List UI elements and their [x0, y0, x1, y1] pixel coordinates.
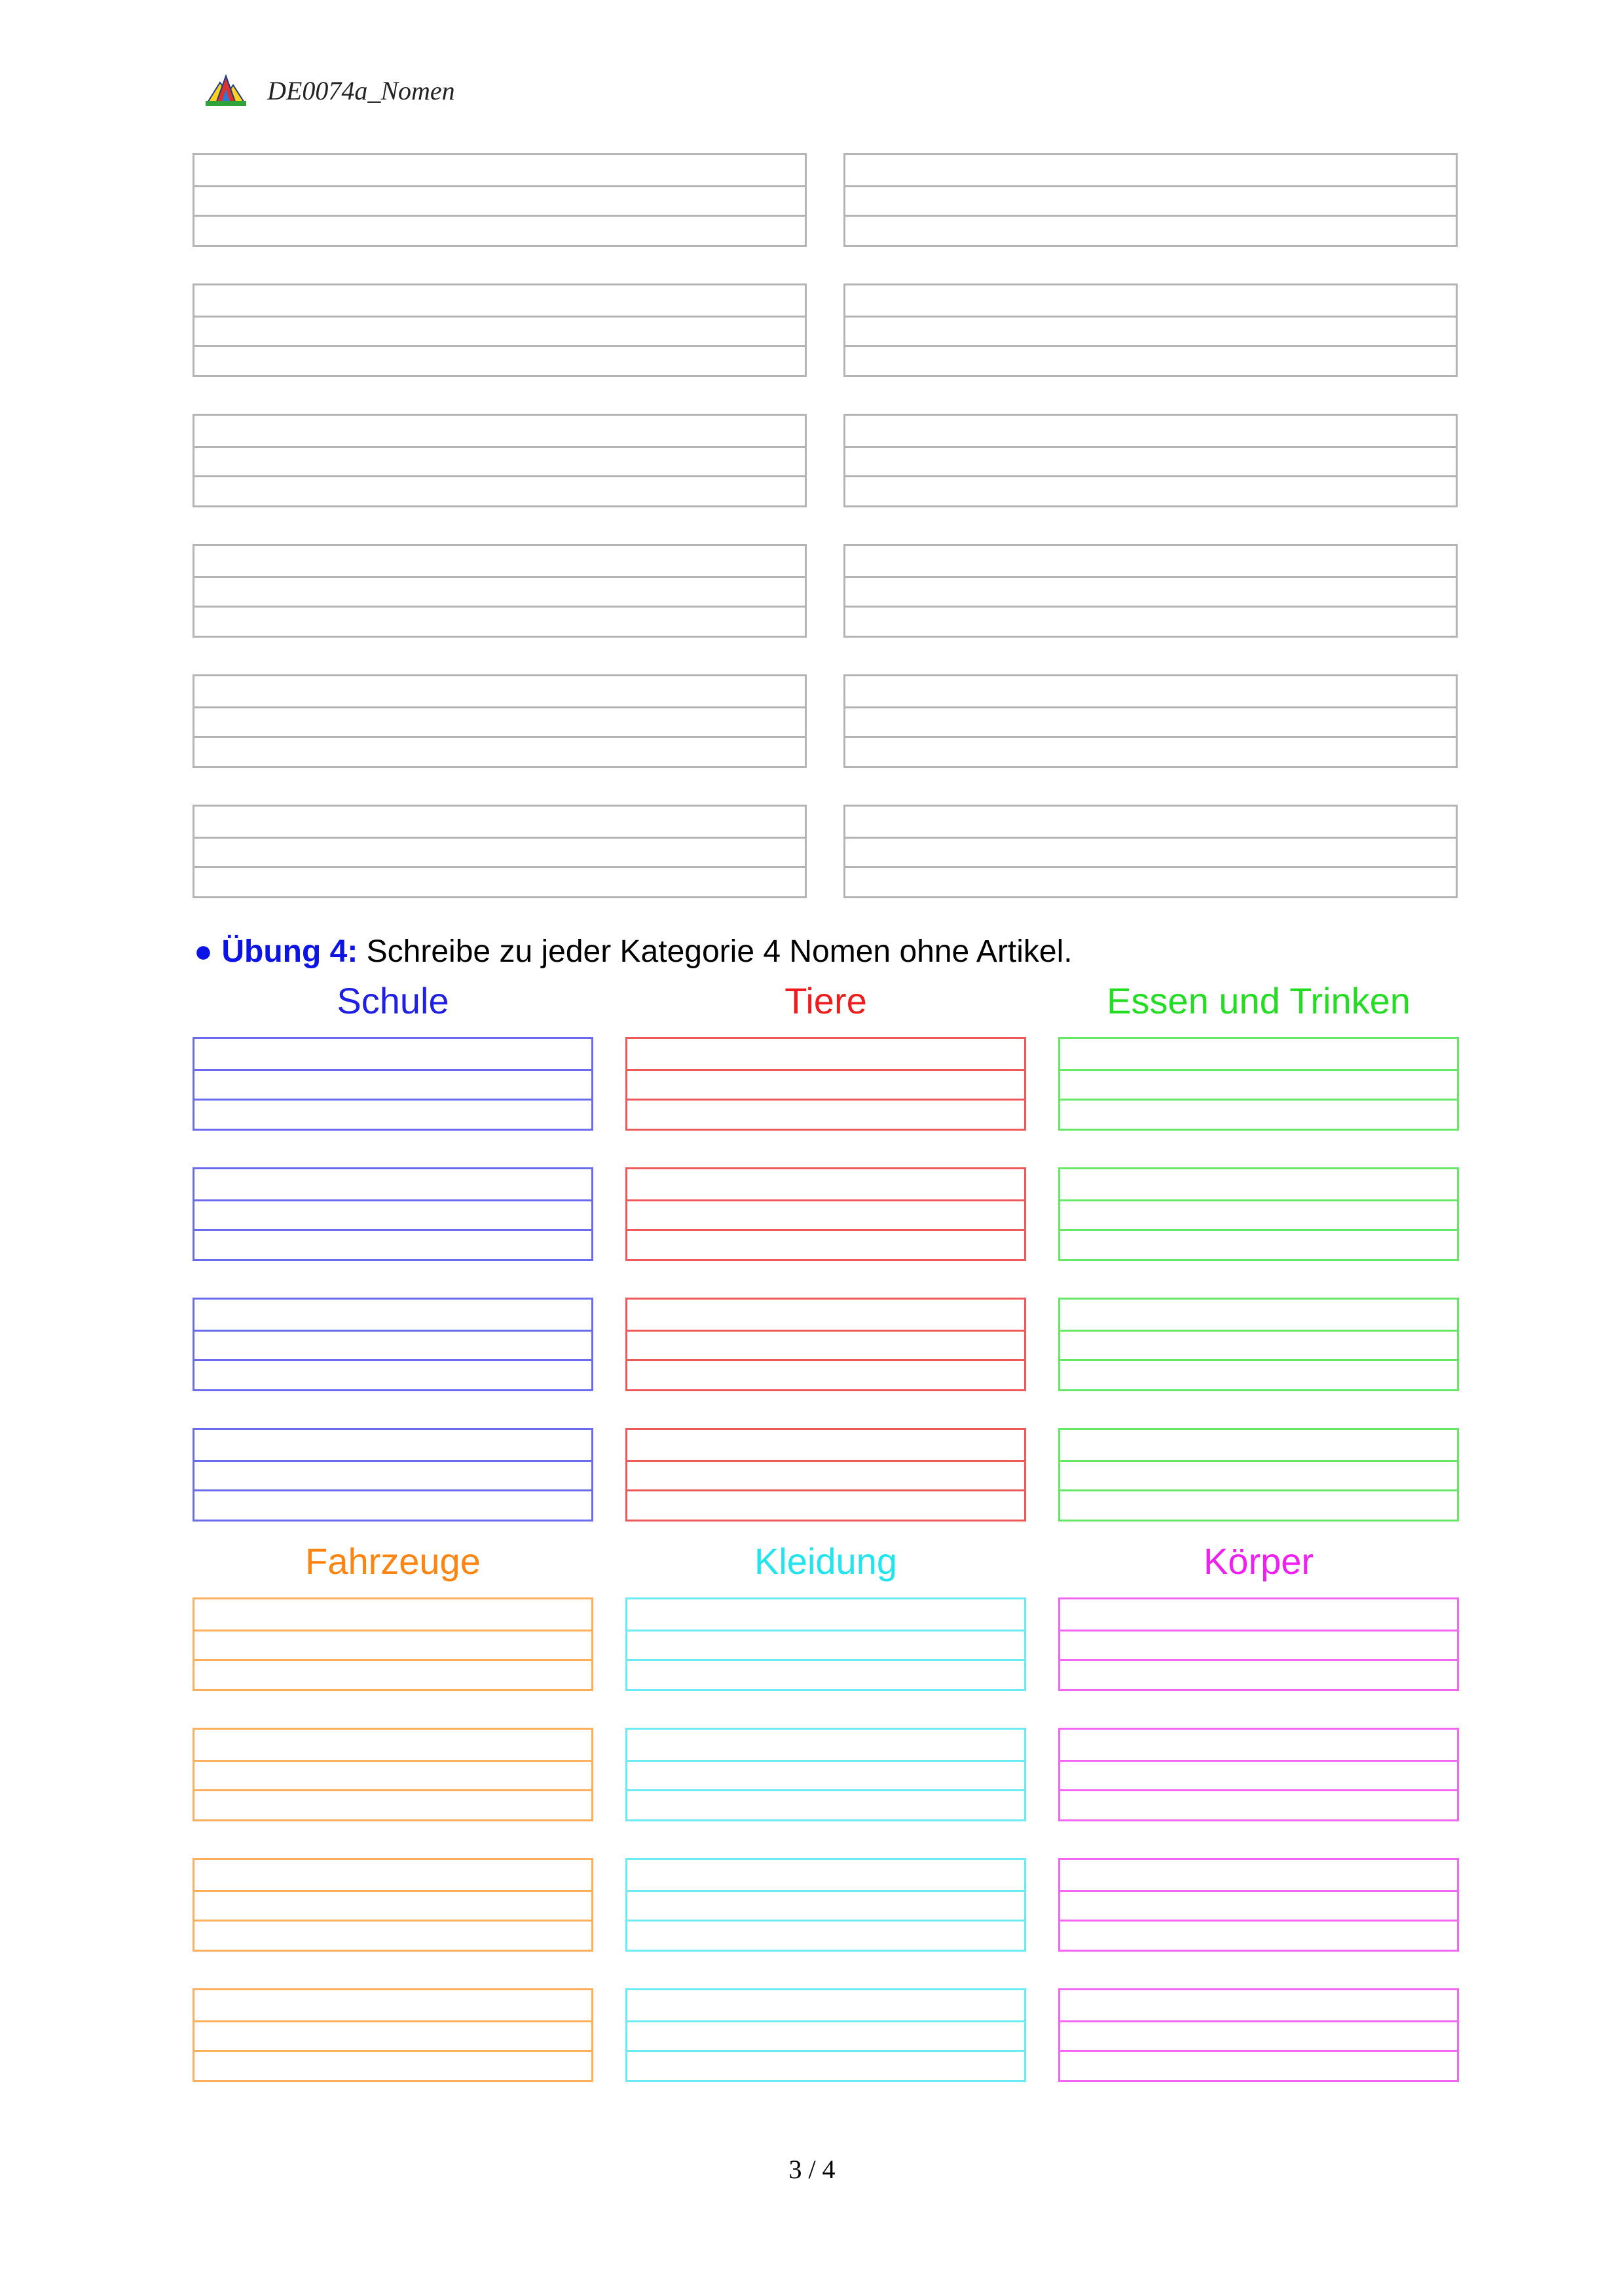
page-header	[204, 71, 455, 110]
writing-line	[845, 736, 1456, 738]
writing-line	[1060, 1460, 1457, 1462]
writing-line	[845, 576, 1456, 578]
writing-line	[1060, 1659, 1457, 1661]
writing-box[interactable]	[843, 674, 1458, 768]
writing-line	[194, 1199, 591, 1201]
bullet: ●	[194, 934, 213, 969]
category-writing-box[interactable]	[193, 1988, 593, 2082]
category-title: Schule	[337, 980, 449, 1021]
category-title: Tiere	[784, 980, 867, 1021]
writing-line	[194, 2020, 591, 2022]
writing-line	[845, 215, 1456, 217]
writing-line	[194, 1359, 591, 1361]
writing-box[interactable]	[843, 153, 1458, 247]
writing-line	[194, 706, 805, 708]
writing-box[interactable]	[843, 544, 1458, 638]
writing-line	[1060, 1789, 1457, 1791]
category-writing-box[interactable]	[193, 1037, 593, 1131]
writing-line	[845, 606, 1456, 608]
category-writing-box[interactable]	[625, 1428, 1026, 1522]
category-writing-box[interactable]	[1058, 1858, 1459, 1952]
writing-line	[1060, 1920, 1457, 1922]
writing-line	[1060, 1359, 1457, 1361]
writing-box[interactable]	[193, 283, 807, 377]
writing-box[interactable]	[843, 283, 1458, 377]
category-writing-box[interactable]	[625, 1988, 1026, 2082]
category-writing-box[interactable]	[1058, 1298, 1459, 1391]
writing-line	[1060, 1489, 1457, 1491]
writing-line	[627, 1659, 1024, 1661]
writing-line	[194, 837, 805, 839]
writing-line	[1060, 1069, 1457, 1071]
writing-line	[845, 475, 1456, 477]
category-writing-box[interactable]	[625, 1858, 1026, 1952]
category-writing-box[interactable]	[1058, 1037, 1459, 1131]
writing-box[interactable]	[193, 414, 807, 507]
writing-line	[194, 1099, 591, 1101]
writing-box[interactable]	[193, 674, 807, 768]
category-writing-box[interactable]	[193, 1858, 593, 1952]
category-title: Körper	[1203, 1540, 1314, 1582]
category-writing-box[interactable]	[193, 1428, 593, 1522]
writing-line	[627, 1229, 1024, 1231]
writing-line	[194, 1920, 591, 1922]
writing-line	[194, 576, 805, 578]
writing-line	[1060, 1760, 1457, 1762]
writing-line	[1060, 2050, 1457, 2052]
writing-line	[627, 1330, 1024, 1332]
mountain-logo-icon	[204, 73, 248, 107]
writing-line	[845, 837, 1456, 839]
writing-line	[194, 345, 805, 347]
writing-line	[845, 185, 1456, 187]
writing-line	[845, 706, 1456, 708]
category-writing-box[interactable]	[193, 1167, 593, 1261]
writing-line	[627, 1099, 1024, 1101]
writing-line	[194, 1460, 591, 1462]
writing-line	[194, 1890, 591, 1892]
writing-line	[845, 316, 1456, 318]
category-writing-box[interactable]	[1058, 1728, 1459, 1821]
category-title: Kleidung	[754, 1540, 897, 1582]
writing-line	[1060, 2020, 1457, 2022]
category-title: Fahrzeuge	[305, 1540, 481, 1582]
writing-line	[1060, 1330, 1457, 1332]
writing-line	[627, 1199, 1024, 1201]
writing-line	[194, 2050, 591, 2052]
writing-line	[1060, 1229, 1457, 1231]
writing-line	[194, 1229, 591, 1231]
category-writing-box[interactable]	[625, 1298, 1026, 1391]
writing-line	[194, 1630, 591, 1631]
category-writing-box[interactable]	[1058, 1988, 1459, 2082]
writing-line	[194, 1489, 591, 1491]
writing-line	[194, 185, 805, 187]
writing-line	[1060, 1630, 1457, 1631]
writing-line	[194, 1760, 591, 1762]
writing-line	[627, 2020, 1024, 2022]
writing-line	[627, 1890, 1024, 1892]
writing-line	[194, 1330, 591, 1332]
category-writing-box[interactable]	[1058, 1428, 1459, 1522]
writing-line	[194, 736, 805, 738]
writing-line	[627, 1359, 1024, 1361]
category-writing-box[interactable]	[193, 1298, 593, 1391]
writing-line	[1060, 1199, 1457, 1201]
writing-line	[194, 215, 805, 217]
exercise-text: Schreibe zu jeder Kategorie 4 Nomen ohne Artikel.	[366, 934, 1073, 969]
page-number: 3 / 4	[788, 2155, 836, 2184]
writing-line	[1060, 1890, 1457, 1892]
writing-line	[627, 1920, 1024, 1922]
writing-line	[627, 1069, 1024, 1071]
writing-line	[194, 316, 805, 318]
writing-line	[845, 345, 1456, 347]
category-writing-box[interactable]	[193, 1597, 593, 1691]
category-writing-box[interactable]	[625, 1597, 1026, 1691]
writing-line	[627, 2050, 1024, 2052]
writing-box[interactable]	[843, 414, 1458, 507]
writing-line	[194, 1789, 591, 1791]
writing-line	[194, 1069, 591, 1071]
writing-line	[627, 1460, 1024, 1462]
writing-line	[627, 1489, 1024, 1491]
category-writing-box[interactable]	[625, 1167, 1026, 1261]
writing-box[interactable]	[193, 544, 807, 638]
exercise-label: Übung 4:	[221, 934, 358, 969]
writing-line	[627, 1789, 1024, 1791]
category-writing-box[interactable]	[625, 1037, 1026, 1131]
category-title: Essen und Trinken	[1107, 980, 1411, 1021]
writing-line	[845, 866, 1456, 868]
writing-line	[1060, 1099, 1457, 1101]
writing-line	[194, 446, 805, 448]
category-writing-box[interactable]	[1058, 1597, 1459, 1691]
writing-line	[845, 446, 1456, 448]
writing-box[interactable]	[193, 805, 807, 898]
writing-line	[627, 1760, 1024, 1762]
writing-box[interactable]	[843, 805, 1458, 898]
category-writing-box[interactable]	[193, 1728, 593, 1821]
writing-line	[194, 866, 805, 868]
category-writing-box[interactable]	[1058, 1167, 1459, 1261]
category-writing-box[interactable]	[625, 1728, 1026, 1821]
writing-box[interactable]	[193, 153, 807, 247]
writing-line	[194, 606, 805, 608]
document-title: DE0074a_Nomen	[267, 75, 455, 105]
exercise-instruction	[194, 934, 1073, 970]
writing-line	[194, 1659, 591, 1661]
writing-line	[627, 1630, 1024, 1631]
writing-line	[194, 475, 805, 477]
